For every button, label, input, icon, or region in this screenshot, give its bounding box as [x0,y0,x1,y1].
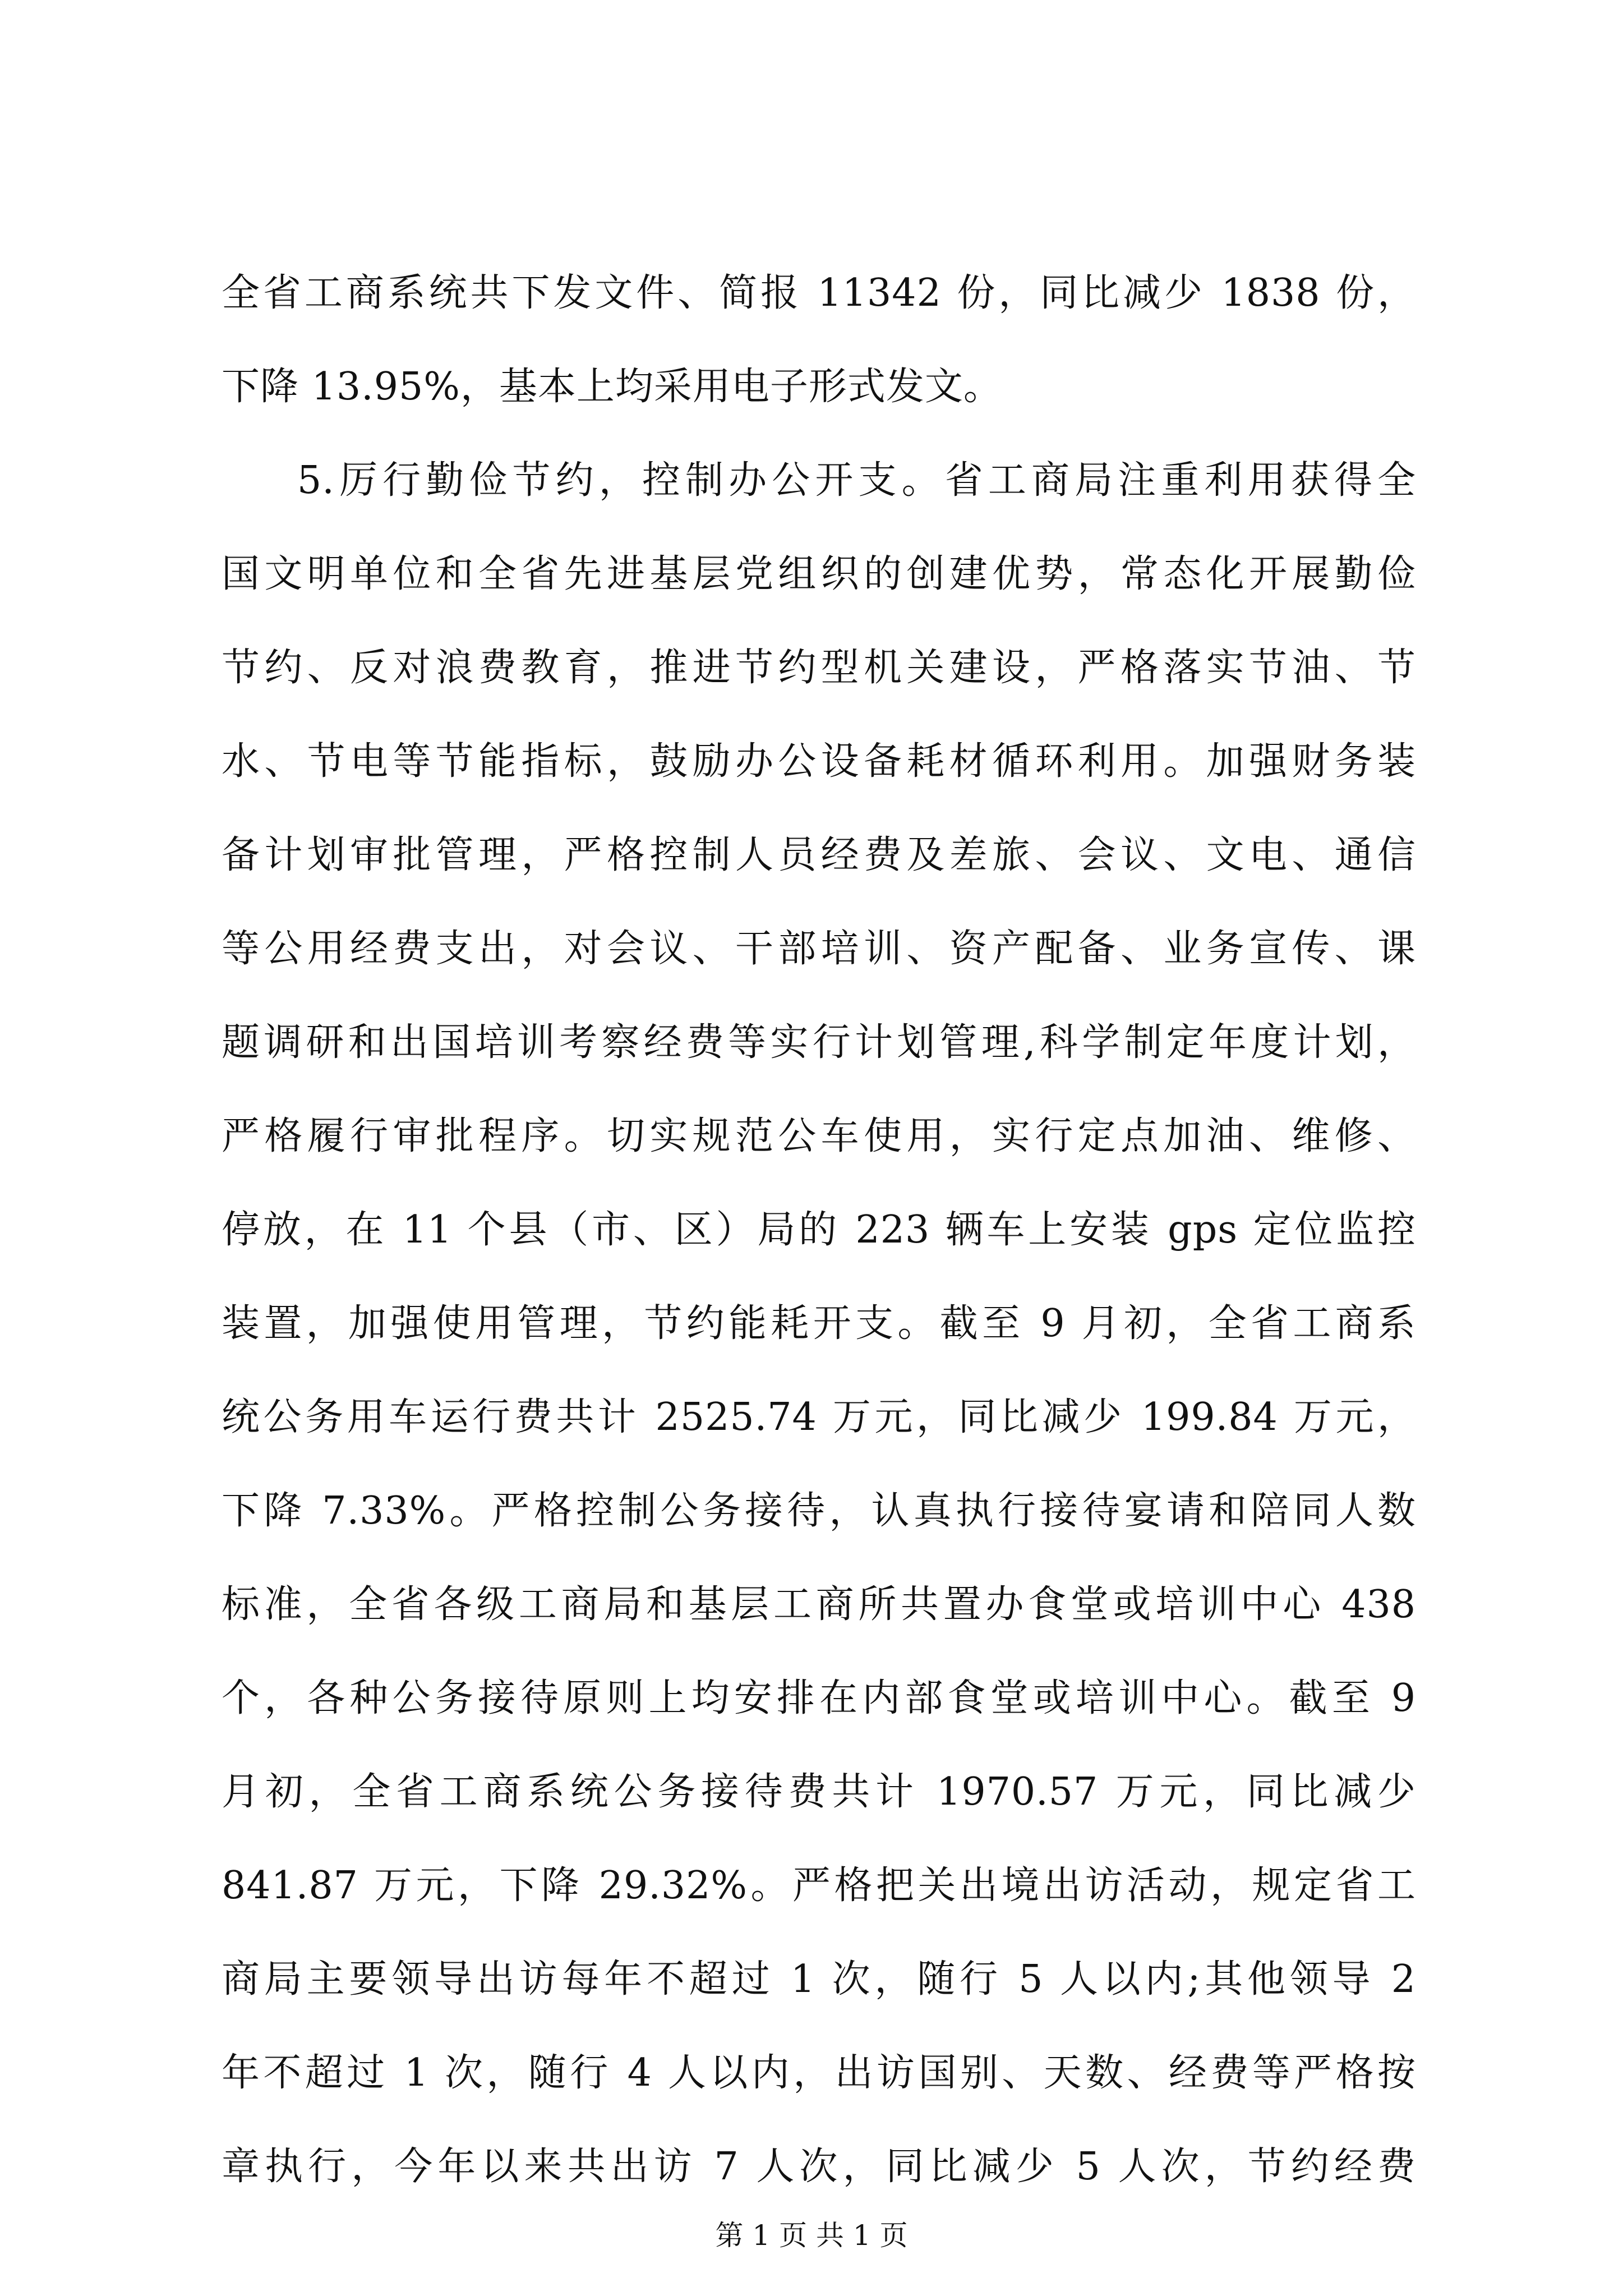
text-line: 下降 7.33%。严格控制公务接待，认真执行接待宴请和陪同人数 [222,1489,1416,1533]
text-line: 商局主要领导出访每年不超过 1 次，随行 5 人以内;其他领导 2 [222,1957,1416,2001]
text-line: 841.87 万元，下降 29.32%。严格把关出境出访活动，规定省工 [222,1864,1416,1908]
text-line: 国文明单位和全省先进基层党组织的创建优势，常态化开展勤俭 [222,552,1416,596]
text-line: 标准，全省各级工商局和基层工商所共置办食堂或培训中心 438 [222,1582,1416,1627]
text-line: 严格履行审批程序。切实规范公车使用，实行定点加油、维修、 [222,1114,1416,1158]
text-line: 下降 13.95%，基本上均采用电子形式发文。 [222,365,1002,409]
text-line: 章执行，今年以来共出访 7 人次，同比减少 5 人次，节约经费 [222,2145,1416,2189]
text-line: 节约、反对浪费教育，推进节约型机关建设，严格落实节油、节 [222,646,1416,690]
text-line: 统公务用车运行费共计 2525.74 万元，同比减少 199.84 万元， [222,1395,1416,1439]
text-line: 个，各种公务接待原则上均安排在内部食堂或培训中心。截至 9 [222,1676,1416,1720]
text-line: 水、节电等节能指标，鼓励办公设备耗材循环利用。加强财务装 [222,739,1416,784]
text-line: 等公用经费支出，对会议、干部培训、资产配备、业务宣传、课 [222,927,1416,971]
text-line: 月初，全省工商系统公务接待费共计 1970.57 万元，同比减少 [222,1770,1416,1814]
page-footer [0,2216,1623,2255]
text-line: 5.厉行勤俭节约，控制办公开支。省工商局注重利用获得全 [297,458,1416,503]
text-line: 年不超过 1 次，随行 4 人以内，出访国别、天数、经费等严格按 [222,2051,1416,2095]
text-line: 题调研和出国培训考察经费等实行计划管理,科学制定年度计划， [222,1020,1416,1065]
page-number-label: 第 1 页 共 1 页 [715,2219,908,2252]
text-line: 备计划审批管理，严格控制人员经费及差旅、会议、文电、通信 [222,833,1416,877]
text-line: 停放，在 11 个县（市、区）局的 223 辆车上安装 gps 定位监控 [222,1208,1416,1252]
text-line: 全省工商系统共下发文件、简报 11342 份，同比减少 1838 份， [222,271,1416,315]
text-line: 装置，加强使用管理，节约能耗开支。截至 9 月初，全省工商系 [222,1301,1416,1346]
